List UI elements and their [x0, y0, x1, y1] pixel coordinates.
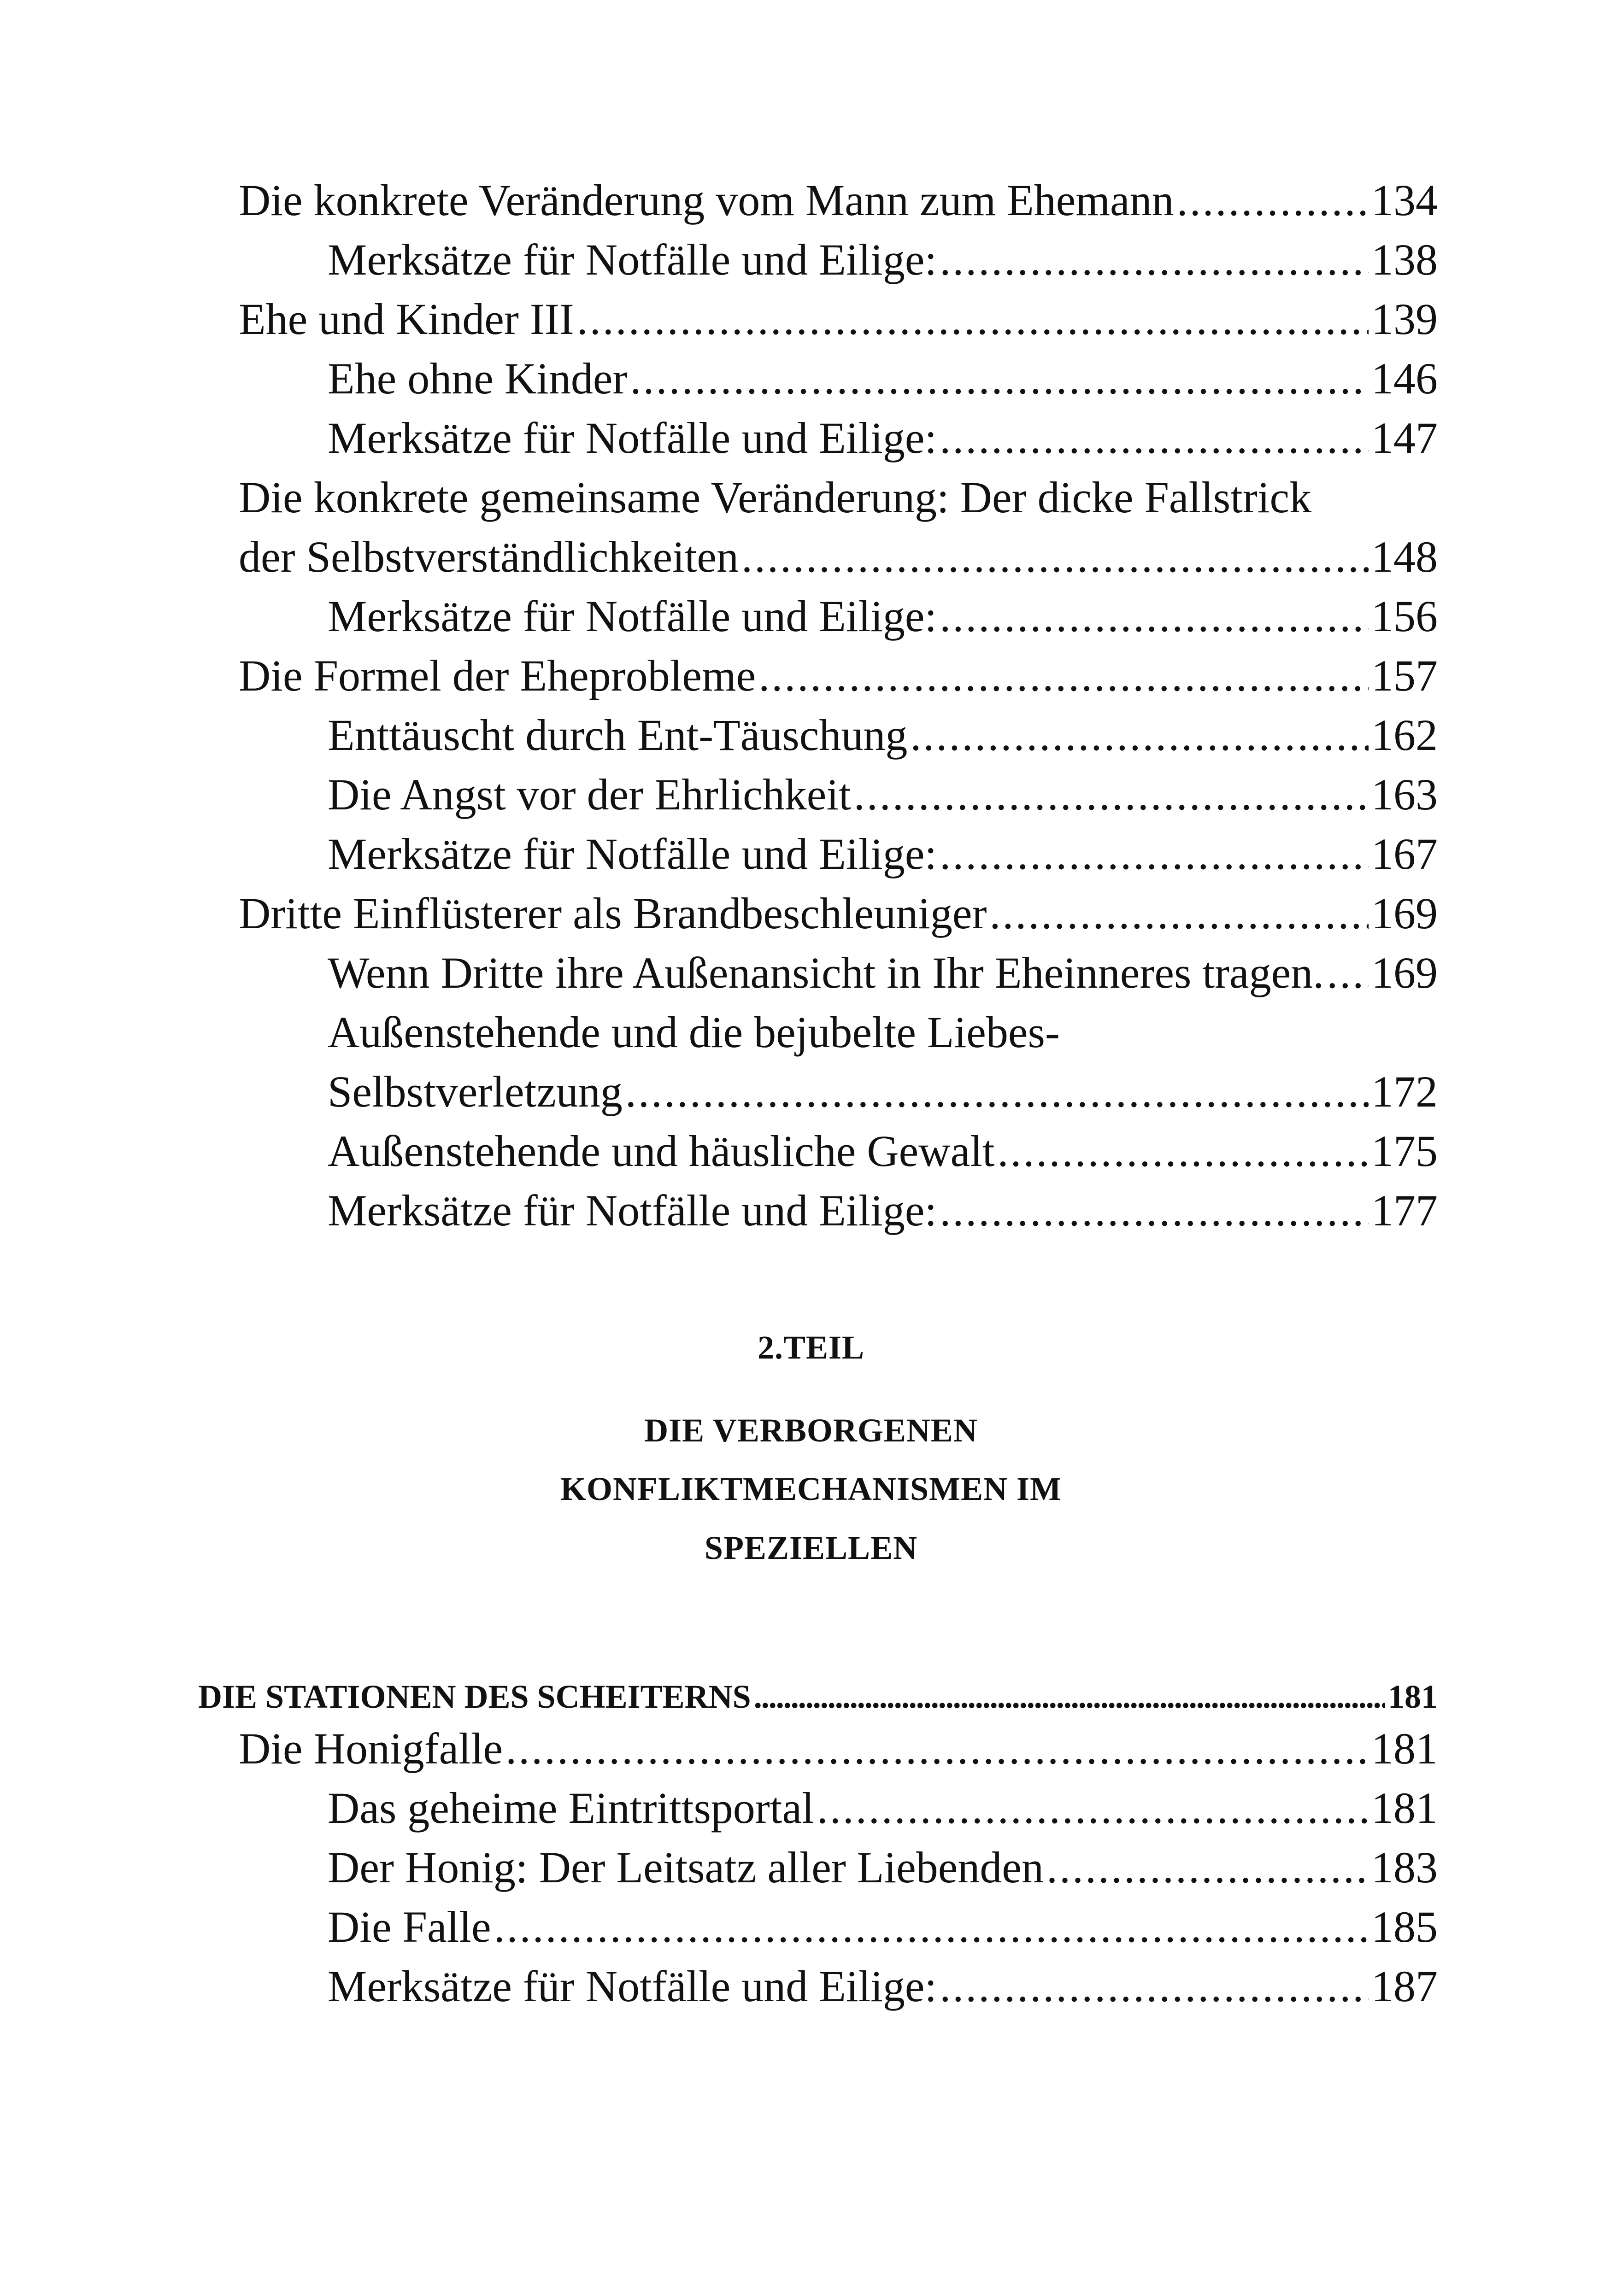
toc-chapter-entry[interactable] [198, 1667, 1438, 1727]
toc-leader [494, 1897, 1369, 1957]
toc-entry-title: Die Falle [328, 1902, 491, 1951]
part-title-line-1: DIE VERBORGENEN [644, 1412, 978, 1449]
toc-entry[interactable] [239, 527, 1438, 587]
toc-entry[interactable] [328, 1838, 1438, 1898]
toc-entry[interactable] [328, 586, 1438, 646]
toc-entry-title: Selbstverletzung [328, 1067, 623, 1116]
toc-entry[interactable] [328, 1956, 1438, 2016]
toc-entry[interactable] [328, 1778, 1438, 1838]
toc-leader [940, 408, 1369, 468]
toc-entry-page: 134 [1371, 176, 1438, 225]
toc-chapter-page: 181 [1388, 1678, 1438, 1715]
toc-leader [854, 765, 1369, 825]
toc-entry-page: 139 [1371, 294, 1438, 344]
toc-leader [505, 1719, 1369, 1779]
toc-leader [1177, 170, 1369, 230]
toc-leader [940, 1181, 1369, 1241]
toc-entry[interactable] [328, 408, 1438, 468]
toc-entry-title: Enttäuscht durch Ent-Täuschung [328, 710, 908, 760]
toc-leader [630, 349, 1369, 409]
toc-leader [817, 1778, 1369, 1838]
toc-entry[interactable] [328, 765, 1438, 825]
toc-chapter-title: DIE STATIONEN DES SCHEITERNS [198, 1678, 751, 1715]
toc-leader [758, 646, 1369, 706]
toc-leader [940, 230, 1369, 290]
toc-entry[interactable] [328, 1121, 1438, 1181]
toc-entry-page: 185 [1371, 1902, 1438, 1951]
toc-entry[interactable] [328, 705, 1438, 765]
toc-entry-title: Merksätze für Notfälle und Eilige: [328, 1186, 937, 1235]
toc-entry-title: Ehe und Kinder III [239, 294, 574, 344]
toc-leader [625, 1062, 1369, 1122]
toc-entry-page: 172 [1371, 1067, 1438, 1116]
toc-leader [910, 705, 1369, 765]
toc-entry-title: Die Angst vor der Ehrlichkeit [328, 770, 851, 819]
toc-entry[interactable] [328, 1181, 1438, 1241]
toc-entry-page: 183 [1371, 1843, 1438, 1892]
toc-entry[interactable] [328, 230, 1438, 290]
toc-entry-page: 162 [1371, 710, 1438, 760]
toc-leader [940, 586, 1369, 646]
toc-entry[interactable] [328, 1897, 1438, 1957]
toc-entry[interactable] [328, 943, 1438, 1003]
toc-leader [1327, 943, 1369, 1003]
toc-leader [1046, 1838, 1369, 1898]
toc-entry-title: Dritte Einflüsterer als Brandbeschleuniger [239, 889, 987, 938]
toc-entry[interactable] [239, 170, 1438, 230]
toc-leader [998, 1121, 1369, 1181]
toc-entry-page: 146 [1371, 354, 1438, 403]
toc-entry-page: 147 [1371, 413, 1438, 463]
toc-entry-title: Merksätze für Notfälle und Eilige: [328, 413, 937, 463]
toc-entry-title: Ehe ohne Kinder [328, 354, 628, 403]
toc-entry-title: Wenn Dritte ihre Außenansicht in Ihr Eheinneres tragen. [328, 948, 1324, 997]
toc-entry[interactable] [328, 349, 1438, 409]
toc-entry-page: 148 [1371, 532, 1438, 581]
toc-entry[interactable] [328, 1002, 1438, 1062]
toc-entry-title: Das geheime Eintrittsportal [328, 1783, 814, 1833]
toc-entry-page: 163 [1371, 770, 1438, 819]
toc-entry-page: 156 [1371, 592, 1438, 641]
toc-entry[interactable] [328, 824, 1438, 884]
toc-entry-page: 167 [1371, 829, 1438, 879]
part-title-line-2: KONFLIKTMECHANISMEN IM [560, 1470, 1062, 1507]
toc-entry-title: Die konkrete Veränderung vom Mann zum Ehemann [239, 176, 1174, 225]
part-number: 2.TEIL [757, 1329, 865, 1366]
toc-entry[interactable] [239, 884, 1438, 943]
part-title-line-3: SPEZIELLEN [704, 1529, 918, 1566]
toc-entry-page: 175 [1371, 1126, 1438, 1176]
toc-entry-page: 187 [1371, 1962, 1438, 2011]
toc-entry-page: 157 [1371, 651, 1438, 700]
toc-entry-page: 177 [1371, 1186, 1438, 1235]
toc-entry-title: Der Honig: Der Leitsatz aller Liebenden [328, 1843, 1044, 1892]
toc-leader [754, 1667, 1385, 1727]
toc-entry[interactable] [239, 1719, 1438, 1779]
toc-entry-title: der Selbstverständlichkeiten [239, 532, 739, 581]
toc-entry-page: 138 [1371, 235, 1438, 284]
toc-entry-title: Merksätze für Notfälle und Eilige: [328, 829, 937, 879]
toc-entry-title: Außenstehende und die bejubelte Liebes- [328, 1007, 1060, 1057]
toc-entry-page: 181 [1371, 1724, 1438, 1773]
toc-entry-page: 169 [1371, 889, 1438, 938]
toc-entry[interactable] [239, 468, 1438, 527]
toc-leader [741, 527, 1369, 587]
toc-entry-title: Die Honigfalle [239, 1724, 503, 1773]
toc-entry-title: Merksätze für Notfälle und Eilige: [328, 1962, 937, 2011]
toc-entry[interactable] [328, 1062, 1438, 1122]
toc-entry-title: Die konkrete gemeinsame Veränderung: Der dicke Fallstrick [239, 473, 1312, 522]
toc-entry-page: 181 [1371, 1783, 1438, 1833]
toc-leader [989, 884, 1369, 943]
toc-entry-title: Außenstehende und häusliche Gewalt [328, 1126, 995, 1176]
toc-entry-title: Merksätze für Notfälle und Eilige: [328, 592, 937, 641]
toc-entry[interactable] [239, 289, 1438, 349]
toc-entry-title: Merksätze für Notfälle und Eilige: [328, 235, 937, 284]
toc-entry[interactable] [239, 646, 1438, 706]
toc-entry-page: 169 [1371, 948, 1438, 997]
toc-entry-title: Die Formel der Eheprobleme [239, 651, 756, 700]
toc-leader [940, 1956, 1369, 2016]
toc-leader [577, 289, 1369, 349]
toc-leader [940, 824, 1369, 884]
